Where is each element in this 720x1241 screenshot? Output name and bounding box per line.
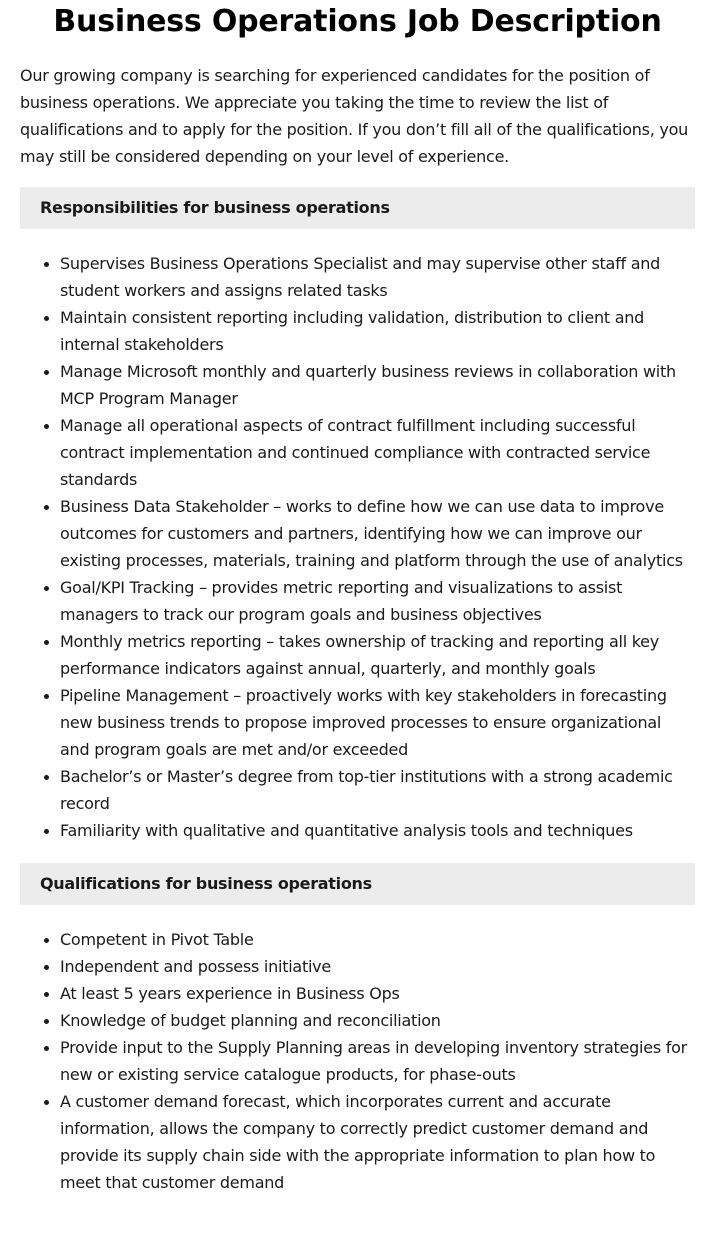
responsibilities-heading: Responsibilities for business operations bbox=[20, 187, 695, 229]
qualifications-list bbox=[20, 926, 695, 1196]
list-item: • Business Data Stakeholder – works to define how we can use data to improve outcomes for customers and partners, identifying how we can improve our existing processes, materials, training and platform through the use of analytics bbox=[60, 493, 695, 574]
list-item: • Monthly metrics reporting – takes ownership of tracking and reporting all key performance indicators against annual, quarterly, and monthly goals bbox=[60, 628, 695, 682]
list-item: • A customer demand forecast, which incorporates current and accurate information, allows the company to correctly predict customer demand and provide its supply chain side with the appropriate information to plan how to meet that customer demand bbox=[60, 1088, 695, 1196]
qualifications-heading: Qualifications for business operations bbox=[20, 863, 695, 905]
list-item: • At least 5 years experience in Business Ops bbox=[60, 980, 695, 1007]
list-item: • Provide input to the Supply Planning areas in developing inventory strategies for new or existing service catalogue products, for phase-outs bbox=[60, 1034, 695, 1088]
list-item: • Competent in Pivot Table bbox=[60, 926, 695, 953]
list-item: • Knowledge of budget planning and reconciliation bbox=[60, 1007, 695, 1034]
list-item: • Familiarity with qualitative and quantitative analysis tools and techniques bbox=[60, 817, 695, 844]
job-description-page bbox=[20, 0, 695, 1196]
list-item: • Manage all operational aspects of contract fulfillment including successful contract implementation and continued compliance with contracted service standards bbox=[60, 412, 695, 493]
list-item: • Goal/KPI Tracking – provides metric reporting and visualizations to assist managers to track our program goals and business objectives bbox=[60, 574, 695, 628]
list-item: • Supervises Business Operations Specialist and may supervise other staff and student workers and assigns related tasks bbox=[60, 250, 695, 304]
list-item: • Manage Microsoft monthly and quarterly business reviews in collaboration with MCP Program Manager bbox=[60, 358, 695, 412]
list-item: • Pipeline Management – proactively works with key stakeholders in forecasting new business trends to propose improved processes to ensure organizational and program goals are met and/or exceeded bbox=[60, 682, 695, 763]
responsibilities-list bbox=[20, 250, 695, 844]
intro-paragraph: Our growing company is searching for experienced candidates for the position of business operations. We appreciate you taking the time to review the list of qualifications and to apply for the position. If you don’t fill all of the qualifications, you may still be considered depending on your level of experience. bbox=[20, 66, 689, 166]
list-item: • Maintain consistent reporting including validation, distribution to client and internal stakeholders bbox=[60, 304, 695, 358]
list-item: • Bachelor’s or Master’s degree from top-tier institutions with a strong academic record bbox=[60, 763, 695, 817]
list-item: • Independent and possess initiative bbox=[60, 953, 695, 980]
page-title: Business Operations Job Description bbox=[53, 4, 662, 39]
